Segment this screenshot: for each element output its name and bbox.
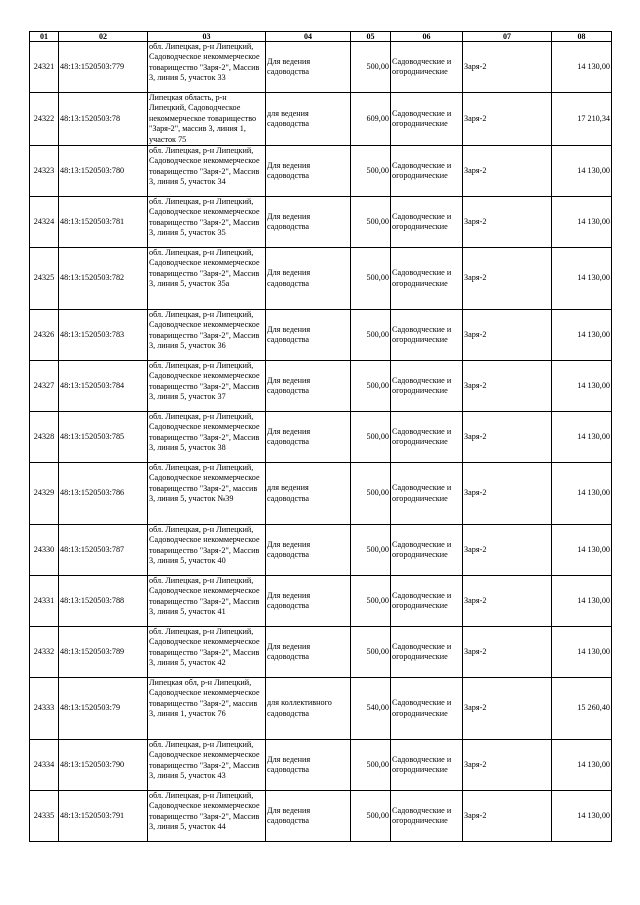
row-number: 24330 (30, 525, 59, 576)
land-category: Садоводческие и огороднические (391, 627, 463, 678)
land-category: Садоводческие и огороднические (391, 525, 463, 576)
cadastral-value: 14 130,00 (552, 42, 612, 93)
row-number: 24331 (30, 576, 59, 627)
plot-address: обл. Липецкая, р-н Липецкий, Садоводческое некоммерческое товарищество "Заря-2", Массив 3, линия 5, участок 36 (148, 310, 266, 361)
cadastral-value: 14 130,00 (552, 197, 612, 248)
cadastral-value: 14 130,00 (552, 361, 612, 412)
plot-area: 500,00 (351, 525, 391, 576)
plot-address: Липецкая область, р-н Липецкий, Садоводческое некоммерческое товарищество "Заря-2", массив 3, линия 1, участок 75 (148, 93, 266, 146)
cadastral-number: 48:13:1520503:78 (59, 93, 148, 146)
plot-address: обл. Липецкая, р-н Липецкий, Садоводческое некоммерческое товарищество "Заря-2", Массив 3, линия 5, участок 33 (148, 42, 266, 93)
table-row (30, 740, 612, 791)
partnership-name: Заря-2 (463, 525, 552, 576)
row-number: 24325 (30, 248, 59, 310)
plot-address: обл. Липецкая, р-н Липецкий, Садоводческое некоммерческое товарищество "Заря-2", Массив 3, линия 5, участок 38 (148, 412, 266, 463)
table-row (30, 791, 612, 842)
row-number: 24321 (30, 42, 59, 93)
row-number: 24327 (30, 361, 59, 412)
row-number: 24329 (30, 463, 59, 525)
cadastral-value: 15 260,40 (552, 678, 612, 740)
plot-address: обл. Липецкая, р-н Липецкий, Садоводческое некоммерческое товарищество "Заря-2", Массив 3, линия 5, участок 35а (148, 248, 266, 310)
cadastral-number: 48:13:1520503:781 (59, 197, 148, 248)
plot-area: 500,00 (351, 791, 391, 842)
cadastral-value: 14 130,00 (552, 248, 612, 310)
table-row (30, 93, 612, 146)
row-number: 24333 (30, 678, 59, 740)
col-header-06: 06 (391, 32, 463, 42)
table-row (30, 576, 612, 627)
land-category: Садоводческие и огороднические (391, 93, 463, 146)
partnership-name: Заря-2 (463, 310, 552, 361)
cadastral-number: 48:13:1520503:779 (59, 42, 148, 93)
col-header-03: 03 (148, 32, 266, 42)
col-header-04: 04 (266, 32, 351, 42)
permitted-use: Для ведения садоводства (266, 791, 351, 842)
cadastral-value: 14 130,00 (552, 576, 612, 627)
cadastral-number: 48:13:1520503:788 (59, 576, 148, 627)
partnership-name: Заря-2 (463, 678, 552, 740)
table-row (30, 525, 612, 576)
row-number: 24334 (30, 740, 59, 791)
permitted-use: для ведения садоводства (266, 93, 351, 146)
plot-area: 500,00 (351, 361, 391, 412)
cadastral-number: 48:13:1520503:784 (59, 361, 148, 412)
plot-area: 500,00 (351, 740, 391, 791)
cadastral-number: 48:13:1520503:783 (59, 310, 148, 361)
permitted-use: Для ведения садоводства (266, 146, 351, 197)
plot-address: обл. Липецкая, р-н Липецкий, Садоводческое некоммерческое товарищество "Заря-2", Массив 3, линия 5, участок 42 (148, 627, 266, 678)
land-category: Садоводческие и огороднические (391, 146, 463, 197)
plot-address: обл. Липецкая, р-н Липецкий, Садоводческое некоммерческое товарищество "Заря-2", Массив 3, линия 5, участок 34 (148, 146, 266, 197)
cadastral-value: 14 130,00 (552, 412, 612, 463)
land-category: Садоводческие и огороднические (391, 791, 463, 842)
partnership-name: Заря-2 (463, 93, 552, 146)
cadastral-value: 14 130,00 (552, 740, 612, 791)
plot-area: 500,00 (351, 627, 391, 678)
plot-area: 500,00 (351, 463, 391, 525)
partnership-name: Заря-2 (463, 740, 552, 791)
cadastral-number: 48:13:1520503:790 (59, 740, 148, 791)
cadastral-value: 14 130,00 (552, 146, 612, 197)
cadastral-number: 48:13:1520503:785 (59, 412, 148, 463)
row-number: 24326 (30, 310, 59, 361)
plot-area: 500,00 (351, 146, 391, 197)
table-row (30, 463, 612, 525)
table-row (30, 361, 612, 412)
plot-address: обл. Липецкая, р-н Липецкий, Садоводческое некоммерческое товарищество "Заря-2", массив 3, линия 5, участок №39 (148, 463, 266, 525)
table-row (30, 412, 612, 463)
cadastral-value: 14 130,00 (552, 791, 612, 842)
partnership-name: Заря-2 (463, 361, 552, 412)
row-number: 24323 (30, 146, 59, 197)
permitted-use: Для ведения садоводства (266, 42, 351, 93)
row-number: 24332 (30, 627, 59, 678)
permitted-use: для ведения садоводства (266, 463, 351, 525)
land-category: Садоводческие и огороднические (391, 42, 463, 93)
permitted-use: Для ведения садоводства (266, 525, 351, 576)
row-number: 24328 (30, 412, 59, 463)
row-number: 24324 (30, 197, 59, 248)
plot-area: 500,00 (351, 42, 391, 93)
permitted-use: Для ведения садоводства (266, 197, 351, 248)
table-row (30, 678, 612, 740)
permitted-use: Для ведения садоводства (266, 576, 351, 627)
partnership-name: Заря-2 (463, 248, 552, 310)
cadastral-number: 48:13:1520503:786 (59, 463, 148, 525)
cadastral-value: 14 130,00 (552, 627, 612, 678)
permitted-use: Для ведения садоводства (266, 740, 351, 791)
permitted-use: Для ведения садоводства (266, 310, 351, 361)
cadastral-value: 17 210,34 (552, 93, 612, 146)
partnership-name: Заря-2 (463, 412, 552, 463)
plot-area: 500,00 (351, 310, 391, 361)
cadastral-value: 14 130,00 (552, 463, 612, 525)
land-plot-table (29, 31, 612, 842)
table-row (30, 248, 612, 310)
land-category: Садоводческие и огороднические (391, 361, 463, 412)
table-row (30, 197, 612, 248)
land-category: Садоводческие и огороднические (391, 197, 463, 248)
plot-address: обл. Липецкая, р-н Липецкий, Садоводческое некоммерческое товарищество "Заря-2", Массив 3, линия 5, участок 44 (148, 791, 266, 842)
partnership-name: Заря-2 (463, 42, 552, 93)
plot-address: обл. Липецкая, р-н Липецкий, Садоводческое некоммерческое товарищество "Заря-2", Массив 3, линия 5, участок 43 (148, 740, 266, 791)
permitted-use: Для ведения садоводства (266, 412, 351, 463)
permitted-use: Для ведения садоводства (266, 248, 351, 310)
plot-area: 500,00 (351, 248, 391, 310)
row-number: 24335 (30, 791, 59, 842)
col-header-08: 08 (552, 32, 612, 42)
land-category: Садоводческие и огороднические (391, 576, 463, 627)
permitted-use: для коллективного садоводства (266, 678, 351, 740)
col-header-07: 07 (463, 32, 552, 42)
col-header-02: 02 (59, 32, 148, 42)
permitted-use: Для ведения садоводства (266, 627, 351, 678)
land-category: Садоводческие и огороднические (391, 248, 463, 310)
plot-area: 540,00 (351, 678, 391, 740)
land-category: Садоводческие и огороднические (391, 310, 463, 361)
row-number: 24322 (30, 93, 59, 146)
partnership-name: Заря-2 (463, 463, 552, 525)
plot-address: обл. Липецкая, р-н Липецкий, Садоводческое некоммерческое товарищество "Заря-2", Массив 3, линия 5, участок 37 (148, 361, 266, 412)
table-row (30, 146, 612, 197)
table-row (30, 42, 612, 93)
col-header-01: 01 (30, 32, 59, 42)
table-row (30, 627, 612, 678)
partnership-name: Заря-2 (463, 197, 552, 248)
cadastral-number: 48:13:1520503:780 (59, 146, 148, 197)
plot-area: 500,00 (351, 197, 391, 248)
plot-address: обл. Липецкая, р-н Липецкий, Садоводческое некоммерческое товарищество "Заря-2", Массив 3, линия 5, участок 40 (148, 525, 266, 576)
col-header-05: 05 (351, 32, 391, 42)
partnership-name: Заря-2 (463, 791, 552, 842)
land-category: Садоводческие и огороднические (391, 740, 463, 791)
cadastral-number: 48:13:1520503:782 (59, 248, 148, 310)
cadastral-value: 14 130,00 (552, 525, 612, 576)
partnership-name: Заря-2 (463, 146, 552, 197)
land-category: Садоводческие и огороднические (391, 678, 463, 740)
table-row (30, 310, 612, 361)
cadastral-number: 48:13:1520503:791 (59, 791, 148, 842)
plot-address: обл. Липецкая, р-н Липецкий, Садоводческое некоммерческое товарищество "Заря-2", Массив 3, линия 5, участок 41 (148, 576, 266, 627)
plot-area: 500,00 (351, 576, 391, 627)
header-row (30, 32, 612, 42)
plot-area: 500,00 (351, 412, 391, 463)
partnership-name: Заря-2 (463, 576, 552, 627)
land-category: Садоводческие и огороднические (391, 412, 463, 463)
plot-address: Липецкая обл, р-н Липецкий, Садоводческое некоммерческое товарищество "Заря-2", массив 3, линия 1, участок 76 (148, 678, 266, 740)
cadastral-number: 48:13:1520503:79 (59, 678, 148, 740)
plot-address: обл. Липецкая, р-н Липецкий, Садоводческое некоммерческое товарищество "Заря-2", Массив 3, линия 5, участок 35 (148, 197, 266, 248)
plot-area: 609,00 (351, 93, 391, 146)
land-category: Садоводческие и огороднические (391, 463, 463, 525)
permitted-use: Для ведения садоводства (266, 361, 351, 412)
cadastral-number: 48:13:1520503:787 (59, 525, 148, 576)
cadastral-number: 48:13:1520503:789 (59, 627, 148, 678)
cadastral-value: 14 130,00 (552, 310, 612, 361)
partnership-name: Заря-2 (463, 627, 552, 678)
